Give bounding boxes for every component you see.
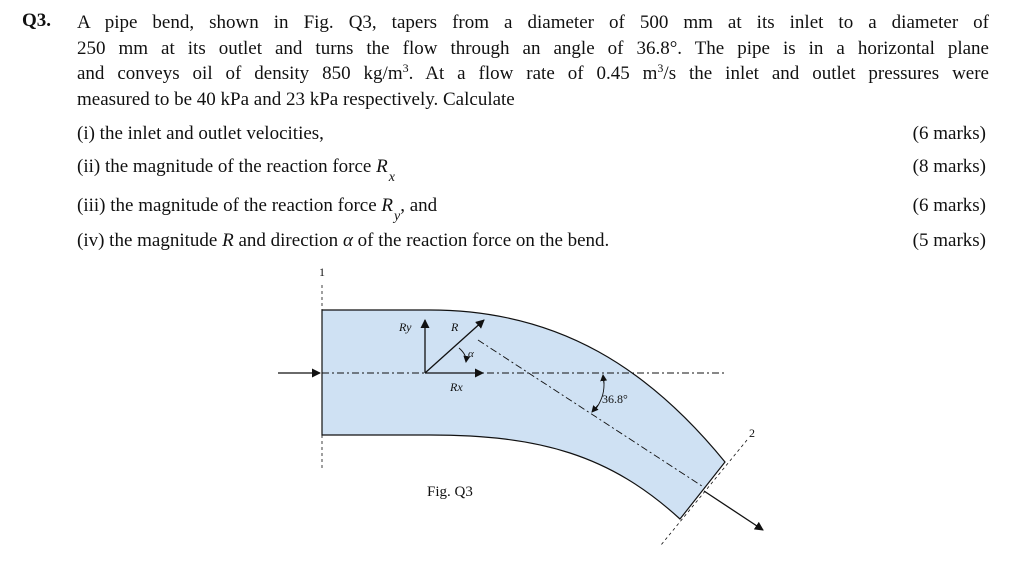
- part-iv-symbol-alpha: α: [342, 230, 353, 251]
- stem-line-4: measured to be 40 kPa and 23 kPa respectively. Calculate: [77, 88, 515, 110]
- part-ii-text: (ii) the magnitude of the reaction force: [77, 156, 377, 177]
- superscript-3b: 3: [657, 61, 664, 75]
- part-ii-subscript: x: [388, 170, 395, 185]
- stem-line-1: A pipe bend, shown in Fig. Q3, tapers from a diameter of 500 mm at its inlet to a diameter of: [77, 12, 989, 33]
- section-1-label: 1: [319, 265, 325, 279]
- rx-label: Rx: [450, 380, 463, 394]
- alpha-label: α: [468, 348, 474, 360]
- part-iii-subscript: y: [394, 209, 401, 224]
- section-2-label: 2: [749, 426, 755, 440]
- part-iii-text: (iii) the magnitude of the reaction force: [77, 195, 382, 216]
- stem-line-3-part-a: and conveys oil of density 850 kg/m: [77, 63, 403, 84]
- figure-caption: Fig. Q3: [427, 484, 473, 500]
- outlet-flow-arrow: [704, 491, 763, 530]
- part-iv-marks: (5 marks): [912, 230, 986, 251]
- question-number: Q3.: [22, 10, 52, 31]
- part-iv-text-mid: and direction: [233, 230, 343, 251]
- part-i-marks: (6 marks): [912, 123, 986, 144]
- part-iii-marks: (6 marks): [912, 195, 986, 216]
- ry-label: Ry: [399, 320, 412, 334]
- stem-line-2: 250 mm at its outlet and turns the flow through an angle of 36.8°. The pipe is in a horizontal plane: [77, 37, 989, 59]
- part-iv-symbol-r: R: [222, 230, 234, 251]
- part-iii-text-post: , and: [400, 195, 438, 216]
- r-label: R: [451, 320, 459, 334]
- stem-line-3-part-c: /s the inlet and outlet pressures were: [663, 63, 989, 84]
- part-iii-symbol: R: [381, 195, 394, 216]
- superscript-3a: 3: [402, 61, 409, 75]
- part-iv-text-post: of the reaction force on the bend.: [352, 230, 610, 251]
- stem-line-3-part-b: . At a flow rate of 0.45 m: [408, 63, 658, 84]
- part-ii-marks: (8 marks): [912, 156, 986, 177]
- part-i-text: (i) the inlet and outlet velocities,: [77, 123, 324, 144]
- part-iv-text: (iv) the magnitude: [77, 230, 223, 251]
- pipe-bend-shape: [322, 310, 725, 519]
- bend-angle-label: 36.8°: [602, 392, 628, 406]
- part-ii-symbol: R: [376, 156, 388, 177]
